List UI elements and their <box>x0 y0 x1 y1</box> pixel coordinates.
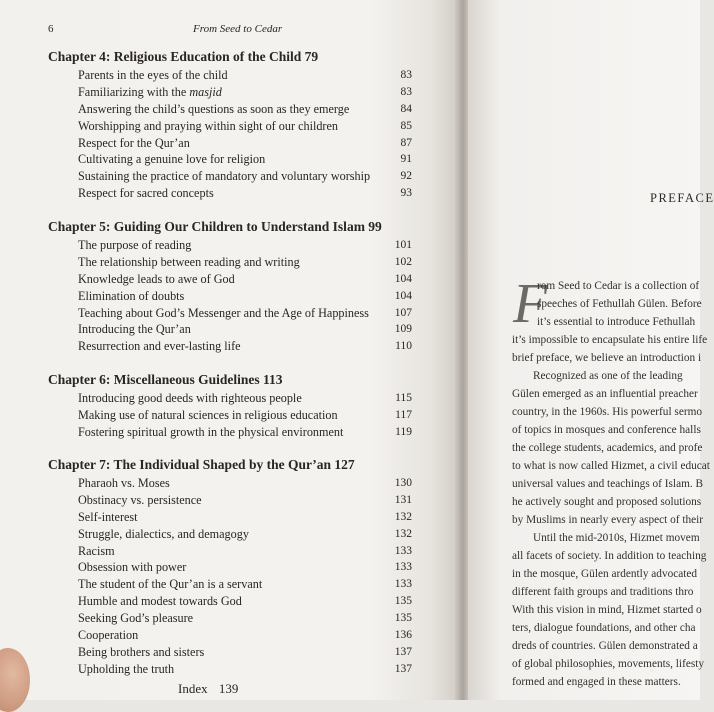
preface-line: country, in the 1960s. His powerful sermo <box>512 406 703 418</box>
toc-entry <box>48 559 418 576</box>
toc-entry <box>48 526 418 543</box>
toc-entry <box>48 593 418 610</box>
chapter-heading: Chapter 7: The Individual Shaped by the Qur’an 127 <box>48 457 355 472</box>
toc-entry <box>48 661 418 678</box>
toc-entry <box>48 185 418 202</box>
toc-entry-title: Obstinacy vs. persistence <box>78 492 202 507</box>
toc-entry <box>48 338 418 355</box>
toc-entry <box>48 271 418 288</box>
toc-entry-title: Self-interest <box>78 509 138 524</box>
chapter-heading: Chapter 4: Religious Education of the Child 79 <box>48 49 319 64</box>
toc-entry <box>48 424 418 441</box>
toc-entry-title: Respect for sacred concepts <box>78 186 214 201</box>
toc-entry <box>48 509 418 526</box>
toc-entry <box>48 101 418 118</box>
toc-entry-page: 137 <box>394 645 412 658</box>
chapter-5-section <box>48 218 418 355</box>
toc-entry-page: 133 <box>394 544 412 557</box>
toc-entry-page: 132 <box>394 510 412 523</box>
toc-entry <box>48 321 418 338</box>
toc-entry-title: Racism <box>78 543 115 558</box>
toc-entry-title: The relationship between reading and writing <box>78 254 300 269</box>
toc-entry-title: Struggle, dialectics, and demagogy <box>78 526 249 541</box>
toc-entry-page: 83 <box>400 85 412 98</box>
preface-line: he actively sought and proposed solutions <box>512 496 702 508</box>
toc-entry-title: Introducing good deeds with righteous people <box>78 391 302 405</box>
toc-entry <box>48 610 418 627</box>
chapter-4-section <box>48 48 418 202</box>
preface-heading: PREFACE <box>650 191 714 205</box>
chapter-7-section <box>48 456 418 678</box>
preface-line: rom Seed to Cedar is a collection of <box>537 280 700 292</box>
toc-entry-title: Knowledge leads to awe of God <box>78 271 235 286</box>
toc-entry-title: Introducing the Qur’an <box>78 322 191 337</box>
preface-line: of topics in mosques and conference halls <box>512 424 701 436</box>
toc-entry-page: 91 <box>400 153 412 166</box>
chapter-heading: Chapter 6: Miscellaneous Guidelines 113 <box>48 372 283 387</box>
toc-entry-title: Humble and modest towards God <box>78 594 242 609</box>
toc-entry-page: 93 <box>400 187 412 200</box>
toc-entry-title: Elimination of doubts <box>78 288 185 303</box>
right-page <box>468 0 714 700</box>
toc-entry-title: The student of the Qur’an is a servant <box>78 577 263 592</box>
chapter-6-section <box>48 371 418 441</box>
preface-line: to what is now called Hizmet, a civil educat <box>512 460 710 472</box>
toc-entry <box>48 305 418 322</box>
page-number: 6 <box>48 23 54 35</box>
preface-line: Recognized as one of the leading <box>533 370 683 382</box>
preface-line: it’s impossible to encapsulate his entire life <box>512 334 708 346</box>
toc-entry-page: 104 <box>394 289 412 302</box>
toc-entry <box>48 543 418 560</box>
index-label: Index <box>178 681 208 696</box>
toc-entry <box>48 288 418 305</box>
preface-line: Gülen emerged as an influential preacher <box>512 388 698 400</box>
toc-entry-title: Obsession with power <box>78 560 187 575</box>
preface-text <box>512 273 710 691</box>
toc-entry <box>48 627 418 644</box>
toc-entry <box>48 475 418 492</box>
toc-entry-page: 92 <box>400 170 412 183</box>
preface-line: With this vision in mind, Hizmet started o <box>512 604 702 616</box>
preface-line: the college students, academics, and profe <box>512 442 703 454</box>
toc-entry <box>48 84 418 101</box>
toc-entry-page: 135 <box>394 612 412 625</box>
toc-entry <box>48 407 418 424</box>
toc-entry-title: The purpose of reading <box>78 238 192 252</box>
toc-entry <box>48 254 418 271</box>
toc-entry-page: 137 <box>394 662 412 675</box>
toc-entry-page: 117 <box>395 408 412 421</box>
toc-entry-page: 119 <box>395 425 412 438</box>
toc-entry-page: 136 <box>394 629 412 642</box>
toc-entry-title: Parents in the eyes of the child <box>78 68 228 82</box>
toc-entry-page: 85 <box>400 119 412 132</box>
toc-entry-page: 102 <box>394 255 412 268</box>
toc-entry-title: Answering the child’s questions as soon as they emerge <box>78 101 350 116</box>
toc-entry <box>48 118 418 135</box>
toc-entry-page: 107 <box>394 306 412 319</box>
toc-entry-page: 132 <box>394 527 412 540</box>
toc-entry-title: Pharaoh vs. Moses <box>78 476 170 490</box>
toc-entry-page: 87 <box>400 136 412 149</box>
toc-entry-title: Cooperation <box>78 628 139 643</box>
toc-entry <box>48 151 418 168</box>
toc-entry-title: Teaching about God’s Messenger and the Age of Happiness <box>78 305 369 320</box>
preface-line: of global philosophies, movements, lifesty <box>512 658 705 670</box>
toc-entry-title: Sustaining the practice of mandatory and voluntary worship <box>78 169 371 184</box>
toc-entry <box>48 644 418 661</box>
toc-entry-page: 84 <box>400 102 412 115</box>
preface-line: brief preface, we believe an introduction i <box>512 352 702 364</box>
toc-entry-page: 135 <box>394 595 412 608</box>
toc-entry-title: Familiarizing with the masjid <box>78 84 222 99</box>
preface-line: universal values and teachings of Islam. B <box>512 478 704 490</box>
toc-entry <box>48 237 418 254</box>
toc-entry-page: 104 <box>394 272 412 285</box>
preface-line: formed and engaged in these matters. <box>512 676 681 688</box>
chapter-heading: Chapter 5: Guiding Our Children to Understand Islam 99 <box>48 219 382 234</box>
toc-entry-title: Worshipping and praying within sight of our children <box>78 118 338 133</box>
preface-line: it’s essential to introduce Fethullah <box>537 316 696 328</box>
toc-entry-title: Being brothers and sisters <box>78 644 205 659</box>
toc-entry <box>48 390 418 407</box>
toc-entry <box>48 67 418 84</box>
index-page: 139 <box>218 681 239 696</box>
toc-entry-page: 83 <box>400 69 412 81</box>
index-entry <box>178 681 238 697</box>
toc-entry-page: 110 <box>395 340 412 353</box>
toc-entry-title: Making use of natural sciences in religious education <box>78 407 338 422</box>
toc-entry <box>48 576 418 593</box>
toc-entry-page: 115 <box>395 392 412 404</box>
toc-entry-title: Upholding the truth <box>78 661 175 676</box>
toc-entry <box>48 492 418 509</box>
preface-line: in the mosque, Gülen ardently advocated <box>512 568 698 580</box>
toc-entry-page: 131 <box>394 493 412 506</box>
toc-entry <box>48 168 418 185</box>
toc-entry-title: Cultivating a genuine love for religion <box>78 152 266 167</box>
toc-entry-title: Resurrection and ever-lasting life <box>78 339 241 354</box>
toc-entry <box>48 135 418 152</box>
toc-entry-title: Seeking God’s pleasure <box>78 611 194 626</box>
toc-entry-page: 109 <box>394 323 412 336</box>
toc-entry-page: 133 <box>394 561 412 574</box>
preface-line: dreds of countries. Gülen demonstrated a <box>512 640 698 652</box>
drop-cap: F <box>513 273 548 335</box>
preface-line: by Muslims in nearly every aspect of their <box>512 514 704 526</box>
book-title: From Seed to Cedar <box>193 23 283 35</box>
toc-entry-page: 133 <box>394 578 412 591</box>
preface-line: all facets of society. In addition to teaching <box>512 550 707 562</box>
toc-entry-page: 130 <box>394 477 412 489</box>
toc-entry-title: Fostering spiritual growth in the physical environment <box>78 424 344 439</box>
toc-entry-page: 101 <box>394 239 412 251</box>
running-head <box>0 23 460 41</box>
preface-line: ters, dialogue foundations, and other cha <box>512 622 696 634</box>
preface-line: different faith groups and traditions thro <box>512 586 694 598</box>
toc-entry-title: Respect for the Qur’an <box>78 135 190 150</box>
preface-line: Until the mid-2010s, Hizmet movem <box>533 532 700 544</box>
preface-line: speeches of Fethullah Gülen. Before <box>537 298 702 310</box>
